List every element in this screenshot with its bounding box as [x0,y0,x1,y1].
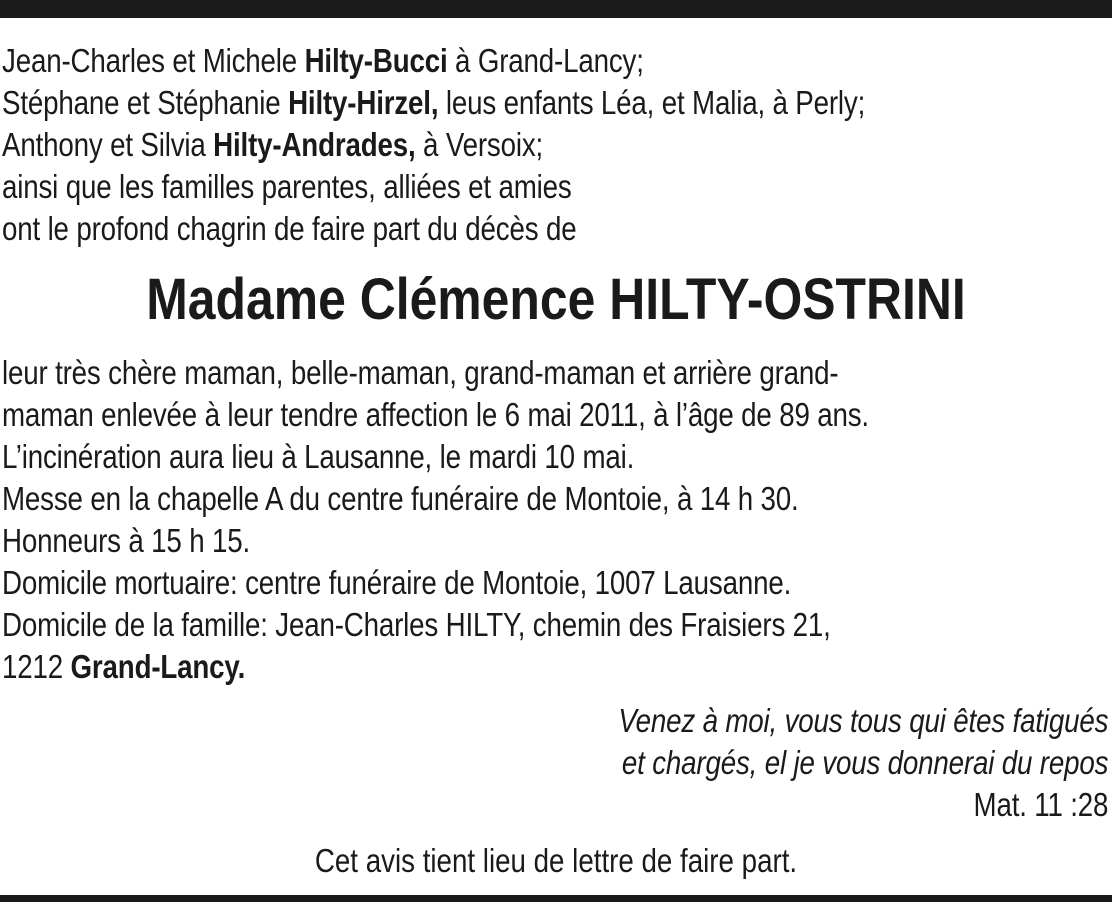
bible-verse [525,700,1108,826]
funeral-details [2,352,1108,688]
family-address-city [2,646,931,688]
mortuary-address: Domicile mortuaire: centre funéraire de Montoie, 1007 Lausanne. [2,564,792,601]
family-line [2,40,931,82]
family-location: à Grand-Lancy; [447,42,644,79]
top-border-rule [0,0,1112,18]
mass-info: Messe en la chapelle A du centre funéraire de Montoie, à 14 h 30. [2,480,799,517]
family-names: Anthony et Silvia [2,126,214,163]
details-line: leur très chère maman, belle-maman, grand-maman et arrière grand- [2,354,839,391]
verse-reference: Mat. 11 :28 [973,786,1108,823]
family-list [2,40,1108,250]
closing-note: Cet avis tient lieu de lettre de faire part. [314,842,798,879]
family-line [2,124,931,166]
details-line: maman enlevée à leur tendre affection le 6 mai 2011, à l’âge de 89 ans. [2,396,869,433]
family-address: Domicile de la famille: Jean-Charles HILTY, chemin des Fraisiers 21, [2,606,831,643]
family-surname: Hilty-Bucci [304,42,448,79]
family-surname: Hilty-Andrades, [213,126,416,163]
family-location: leus enfants Léa, et Malia, à Perly; [438,84,866,121]
cremation-info: L’incinération aura lieu à Lausanne, le mardi 10 mai. [2,438,635,475]
bottom-border-rule [0,895,1112,902]
family-surname: Hilty-Hirzel, [288,84,439,121]
verse-line: et chargés, el je vous donnerai du repos [621,744,1108,781]
family-line [2,82,931,124]
family-names: Jean-Charles et Michele [2,42,305,79]
family-location: à Versoix; [415,126,544,163]
announcement-intro: ont le profond chagrin de faire part du décès de [2,210,577,247]
verse-line: Venez à moi, vous tous qui êtes fatigués [618,702,1108,739]
honours-info: Honneurs à 15 h 15. [2,522,251,559]
city-name: Grand-Lancy. [70,648,246,685]
relatives-line: ainsi que les familles parentes, alliées et amies [2,168,572,205]
deceased-name-heading: Madame Clémence HILTY-OSTRINI [146,267,966,332]
family-names: Stéphane et Stéphanie [2,84,289,121]
postal-code: 1212 [2,648,71,685]
